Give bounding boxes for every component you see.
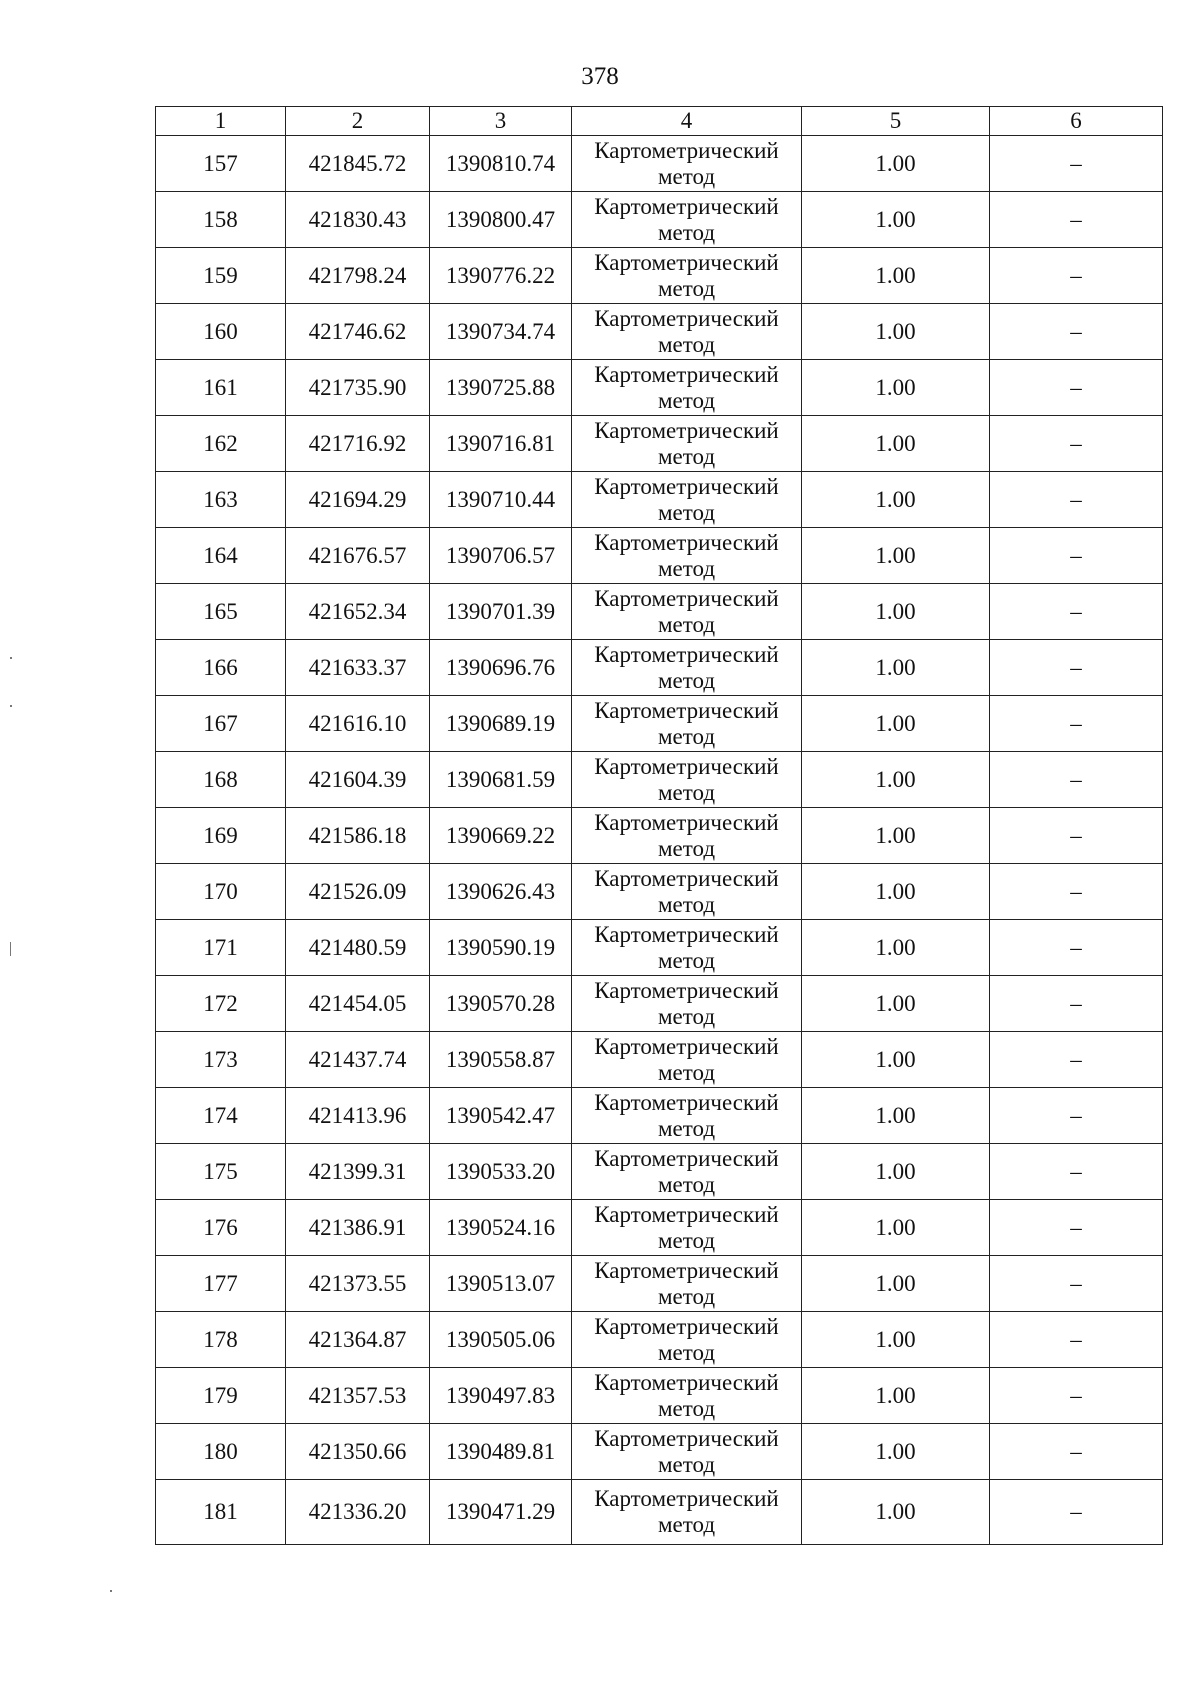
note-cell: – (990, 752, 1163, 808)
y-coordinate-cell: 1390706.57 (430, 528, 572, 584)
row-number-cell: 161 (156, 360, 286, 416)
row-number-cell: 167 (156, 696, 286, 752)
x-coordinate-cell: 421437.74 (286, 1032, 430, 1088)
table-row (156, 1200, 1163, 1256)
row-number-cell: 160 (156, 304, 286, 360)
page-number: 378 (581, 63, 619, 90)
note-cell: – (990, 1144, 1163, 1200)
y-coordinate-cell: 1390716.81 (430, 416, 572, 472)
table-row (156, 808, 1163, 864)
x-coordinate-cell: 421676.57 (286, 528, 430, 584)
x-coordinate-cell: 421480.59 (286, 920, 430, 976)
table-row (156, 136, 1163, 192)
method-cell: Картометрический метод (572, 752, 802, 808)
accuracy-cell: 1.00 (802, 1144, 990, 1200)
method-cell: Картометрический метод (572, 248, 802, 304)
note-cell: – (990, 1368, 1163, 1424)
scan-speck (110, 1590, 112, 1592)
y-coordinate-cell: 1390626.43 (430, 864, 572, 920)
row-number-cell: 170 (156, 864, 286, 920)
method-cell: Картометрический метод (572, 1480, 802, 1545)
row-number-cell: 169 (156, 808, 286, 864)
row-number-cell: 177 (156, 1256, 286, 1312)
note-cell: – (990, 416, 1163, 472)
row-number-cell: 165 (156, 584, 286, 640)
note-cell: – (990, 1088, 1163, 1144)
y-coordinate-cell: 1390570.28 (430, 976, 572, 1032)
table-row (156, 864, 1163, 920)
method-cell: Картометрический метод (572, 696, 802, 752)
accuracy-cell: 1.00 (802, 1312, 990, 1368)
y-coordinate-cell: 1390558.87 (430, 1032, 572, 1088)
method-cell: Картометрический метод (572, 920, 802, 976)
y-coordinate-cell: 1390505.06 (430, 1312, 572, 1368)
x-coordinate-cell: 421399.31 (286, 1144, 430, 1200)
y-coordinate-cell: 1390681.59 (430, 752, 572, 808)
method-cell: Картометрический метод (572, 1144, 802, 1200)
row-number-cell: 180 (156, 1424, 286, 1480)
method-cell: Картометрический метод (572, 1256, 802, 1312)
scan-speck (10, 942, 11, 956)
table-row (156, 696, 1163, 752)
x-coordinate-cell: 421633.37 (286, 640, 430, 696)
accuracy-cell: 1.00 (802, 528, 990, 584)
y-coordinate-cell: 1390489.81 (430, 1424, 572, 1480)
row-number-cell: 178 (156, 1312, 286, 1368)
accuracy-cell: 1.00 (802, 248, 990, 304)
accuracy-cell: 1.00 (802, 1256, 990, 1312)
x-coordinate-cell: 421386.91 (286, 1200, 430, 1256)
table-row (156, 1368, 1163, 1424)
coordinates-table (155, 106, 1163, 1545)
x-coordinate-cell: 421746.62 (286, 304, 430, 360)
table-row (156, 360, 1163, 416)
x-coordinate-cell: 421350.66 (286, 1424, 430, 1480)
method-cell: Картометрический метод (572, 360, 802, 416)
y-coordinate-cell: 1390725.88 (430, 360, 572, 416)
row-number-cell: 179 (156, 1368, 286, 1424)
table-row (156, 528, 1163, 584)
row-number-cell: 172 (156, 976, 286, 1032)
method-cell: Картометрический метод (572, 192, 802, 248)
y-coordinate-cell: 1390689.19 (430, 696, 572, 752)
accuracy-cell: 1.00 (802, 472, 990, 528)
row-number-cell: 171 (156, 920, 286, 976)
y-coordinate-cell: 1390734.74 (430, 304, 572, 360)
accuracy-cell: 1.00 (802, 192, 990, 248)
table-row (156, 584, 1163, 640)
row-number-cell: 175 (156, 1144, 286, 1200)
accuracy-cell: 1.00 (802, 584, 990, 640)
scan-speck (10, 657, 12, 659)
method-cell: Картометрический метод (572, 1312, 802, 1368)
table-row (156, 976, 1163, 1032)
accuracy-cell: 1.00 (802, 304, 990, 360)
accuracy-cell: 1.00 (802, 752, 990, 808)
method-cell: Картометрический метод (572, 640, 802, 696)
method-cell: Картометрический метод (572, 1088, 802, 1144)
x-coordinate-cell: 421716.92 (286, 416, 430, 472)
note-cell: – (990, 304, 1163, 360)
accuracy-cell: 1.00 (802, 1200, 990, 1256)
x-coordinate-cell: 421735.90 (286, 360, 430, 416)
x-coordinate-cell: 421830.43 (286, 192, 430, 248)
x-coordinate-cell: 421694.29 (286, 472, 430, 528)
y-coordinate-cell: 1390701.39 (430, 584, 572, 640)
x-coordinate-cell: 421604.39 (286, 752, 430, 808)
note-cell: – (990, 1312, 1163, 1368)
row-number-cell: 174 (156, 1088, 286, 1144)
table-row (156, 1256, 1163, 1312)
header-cell: 2 (286, 107, 430, 136)
note-cell: – (990, 696, 1163, 752)
note-cell: – (990, 528, 1163, 584)
note-cell: – (990, 1256, 1163, 1312)
row-number-cell: 163 (156, 472, 286, 528)
x-coordinate-cell: 421798.24 (286, 248, 430, 304)
x-coordinate-cell: 421652.34 (286, 584, 430, 640)
table-row (156, 1424, 1163, 1480)
table-row (156, 1312, 1163, 1368)
method-cell: Картометрический метод (572, 1032, 802, 1088)
accuracy-cell: 1.00 (802, 416, 990, 472)
y-coordinate-cell: 1390497.83 (430, 1368, 572, 1424)
table-row (156, 304, 1163, 360)
y-coordinate-cell: 1390513.07 (430, 1256, 572, 1312)
y-coordinate-cell: 1390542.47 (430, 1088, 572, 1144)
y-coordinate-cell: 1390524.16 (430, 1200, 572, 1256)
method-cell: Картометрический метод (572, 1200, 802, 1256)
method-cell: Картометрический метод (572, 808, 802, 864)
x-coordinate-cell: 421364.87 (286, 1312, 430, 1368)
method-cell: Картометрический метод (572, 864, 802, 920)
accuracy-cell: 1.00 (802, 864, 990, 920)
method-cell: Картометрический метод (572, 528, 802, 584)
note-cell: – (990, 808, 1163, 864)
table-row (156, 752, 1163, 808)
method-cell: Картометрический метод (572, 584, 802, 640)
header-cell: 6 (990, 107, 1163, 136)
method-cell: Картометрический метод (572, 1424, 802, 1480)
x-coordinate-cell: 421336.20 (286, 1480, 430, 1545)
method-cell: Картометрический метод (572, 416, 802, 472)
method-cell: Картометрический метод (572, 304, 802, 360)
y-coordinate-cell: 1390810.74 (430, 136, 572, 192)
x-coordinate-cell: 421413.96 (286, 1088, 430, 1144)
header-cell: 4 (572, 107, 802, 136)
note-cell: – (990, 136, 1163, 192)
method-cell: Картометрический метод (572, 472, 802, 528)
y-coordinate-cell: 1390533.20 (430, 1144, 572, 1200)
x-coordinate-cell: 421845.72 (286, 136, 430, 192)
x-coordinate-cell: 421526.09 (286, 864, 430, 920)
row-number-cell: 166 (156, 640, 286, 696)
note-cell: – (990, 1424, 1163, 1480)
note-cell: – (990, 1032, 1163, 1088)
header-row (156, 107, 1163, 136)
table-row (156, 472, 1163, 528)
note-cell: – (990, 584, 1163, 640)
table-row (156, 1144, 1163, 1200)
note-cell: – (990, 920, 1163, 976)
table-row (156, 1032, 1163, 1088)
note-cell: – (990, 864, 1163, 920)
accuracy-cell: 1.00 (802, 1480, 990, 1545)
accuracy-cell: 1.00 (802, 360, 990, 416)
table-row (156, 1088, 1163, 1144)
y-coordinate-cell: 1390776.22 (430, 248, 572, 304)
y-coordinate-cell: 1390710.44 (430, 472, 572, 528)
row-number-cell: 157 (156, 136, 286, 192)
row-number-cell: 164 (156, 528, 286, 584)
note-cell: – (990, 1200, 1163, 1256)
row-number-cell: 173 (156, 1032, 286, 1088)
header-cell: 1 (156, 107, 286, 136)
y-coordinate-cell: 1390800.47 (430, 192, 572, 248)
row-number-cell: 168 (156, 752, 286, 808)
accuracy-cell: 1.00 (802, 976, 990, 1032)
note-cell: – (990, 192, 1163, 248)
y-coordinate-cell: 1390590.19 (430, 920, 572, 976)
y-coordinate-cell: 1390471.29 (430, 1480, 572, 1545)
accuracy-cell: 1.00 (802, 920, 990, 976)
method-cell: Картометрический метод (572, 136, 802, 192)
accuracy-cell: 1.00 (802, 1368, 990, 1424)
row-number-cell: 162 (156, 416, 286, 472)
method-cell: Картометрический метод (572, 976, 802, 1032)
scan-speck (10, 705, 12, 707)
table-row (156, 1480, 1163, 1545)
table-row (156, 192, 1163, 248)
x-coordinate-cell: 421357.53 (286, 1368, 430, 1424)
y-coordinate-cell: 1390696.76 (430, 640, 572, 696)
note-cell: – (990, 976, 1163, 1032)
note-cell: – (990, 640, 1163, 696)
accuracy-cell: 1.00 (802, 136, 990, 192)
accuracy-cell: 1.00 (802, 696, 990, 752)
row-number-cell: 181 (156, 1480, 286, 1545)
row-number-cell: 176 (156, 1200, 286, 1256)
x-coordinate-cell: 421586.18 (286, 808, 430, 864)
table-row (156, 416, 1163, 472)
x-coordinate-cell: 421616.10 (286, 696, 430, 752)
header-cell: 3 (430, 107, 572, 136)
accuracy-cell: 1.00 (802, 640, 990, 696)
table-row (156, 248, 1163, 304)
note-cell: – (990, 360, 1163, 416)
row-number-cell: 158 (156, 192, 286, 248)
accuracy-cell: 1.00 (802, 1424, 990, 1480)
accuracy-cell: 1.00 (802, 1032, 990, 1088)
row-number-cell: 159 (156, 248, 286, 304)
x-coordinate-cell: 421373.55 (286, 1256, 430, 1312)
accuracy-cell: 1.00 (802, 1088, 990, 1144)
table-row (156, 920, 1163, 976)
note-cell: – (990, 1480, 1163, 1545)
x-coordinate-cell: 421454.05 (286, 976, 430, 1032)
table-body (156, 136, 1163, 1545)
note-cell: – (990, 248, 1163, 304)
y-coordinate-cell: 1390669.22 (430, 808, 572, 864)
table-row (156, 640, 1163, 696)
note-cell: – (990, 472, 1163, 528)
method-cell: Картометрический метод (572, 1368, 802, 1424)
header-cell: 5 (802, 107, 990, 136)
accuracy-cell: 1.00 (802, 808, 990, 864)
